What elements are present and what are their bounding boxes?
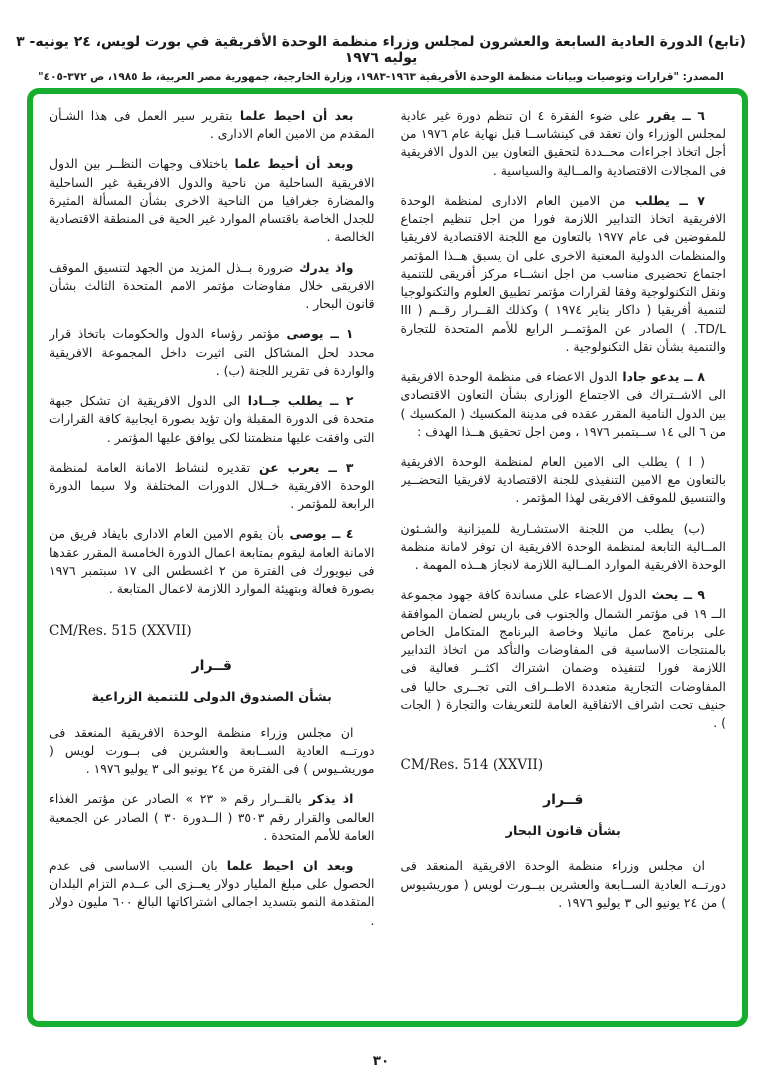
para-clause-3: ٣ ــ يعرب عن تقديره لنشاط الامانة العامة لمنظمة الوحدة الافريقية خــلال الدورات المختلفة ولا سيما الدورة الرابعة للمؤتمر .: [49, 459, 375, 512]
resolution-subject-law-of-sea: بشأن قانون البحار: [505, 823, 621, 839]
para-preamble-515: ان مجلس وزراء منظمة الوحدة الافريقية المنعقد فى دورتــه العادية الســابعة والعشرين فى بــورت لويس ( موريشـيوس ) فى الفترة من ٢٤ يونيو الى ٣ يوليو ١٩٧٦ .: [49, 724, 375, 777]
page-number: ٣٠: [372, 1053, 390, 1069]
header-source-line: المصدر: "قرارات وتوصيات وبيانات منظمة الوحدة الأفريقية ١٩٦٣-١٩٨٣، وزارة الخارجية، جمهورية مصر العربية، ط ١٩٨٥، ص ٣٧٢-٤٠٥": [38, 71, 724, 83]
para-noted-billion-shortfall: وبعد ان احيط علما بان السبب الاساسى فى عدم الحصول على مبلغ المليار دولار يعــزى الى عــدم التزام البلدان المتقدمة النمو بتسديد اجمالى اشتراكاتها البالغ ٦٠٠ مليون دولار .: [49, 858, 375, 928]
para-clause-6-lead: ٦ ــ يقرر: [640, 108, 705, 123]
para-clause-1: ١ ــ يوصى مؤتمر رؤساء الدول والحكومات باتخاذ قرار محدد لحل المشاكل التى اثيرت داخل المجموعة الافريقية والواردة فى تقرير اللجنة (ب) .: [49, 326, 375, 378]
resolution-heading-qarar-515: قــرار: [191, 658, 232, 675]
para-preamble-514: ان مجلس وزراء منظمة الوحدة الافريقية المنعقد فى دورتــه العادية الســابعة والعشرين ببــورت لويس ( موريشيوس ) من ٢٤ يونيو الى ٣ يوليو ١٩٧٦ .: [400, 858, 726, 910]
page-footer: [0, 1053, 762, 1069]
para-clause-8b: (ب) يطلب من اللجنة الاستشـارية للميزانية والشـئون المــالية التابعة لمنظمة الوحدة الافريقية ان توفر لامانة منظمة الوحدة الافريقية الموارد المــالية اللازمة لانجاز هــذه المهمة .: [400, 520, 726, 573]
para-clause-1-lead: ١ ــ يوصى: [279, 326, 354, 342]
para-clause-8-lead: ٨ ــ يدعو جادا: [617, 369, 705, 385]
para-clause-4: ٤ ــ يوصى بأن يقوم الامين العام الادارى بايفاد فريق من الامانة العامة ليقوم بمتابعة اعمال الدورة الخامسة المقرر عقدها فى نيويورك فى الفترة من ٢ اغسطس الى ١٧ سبتمبر ١٩٧٦ بصورة فعالة وبتهيئة الموارد اللازمة لاعمال المتابعة .: [49, 526, 375, 597]
para-noted-differences-lead: وبعد أن أحيط علما: [227, 156, 354, 172]
para-clause-8a: ( ا ) يطلب الى الامين العام لمنظمة الوحدة الافريقية بالتعاون مع الامين التنفيذى للجنة الاقتصادية لافريقيا التحضــير والتنسيق للموقف الافريقى لهذا المؤتمر .: [400, 453, 726, 506]
para-noted-differences: وبعد أن أحيط علما باختلاف وجهات النظــر بين الدول الافريقية الساحلية من ناحية والدول الافريقية غير الساحلية والمضارة جغرافيا من الناحية الاخرى بشأن المسألة المثيرة للجدل الخاصة باقتسام الموارد غير الحية فى المنطقة الاقتصادية الخالصة .: [49, 156, 375, 245]
para-clause-3-lead: ٣ ــ يعرب عن: [250, 459, 354, 475]
para-clause-7-lead: ٧ ــ يطلب: [625, 192, 705, 208]
para-clause-8: ٨ ــ يدعو جادا الدول الاعضاء فى منظمة الوحدة الافريقية الى الاشــتراك فى الاجتماع الوزارى بشأن التعاون الاقتصادى بين الدول النامية المقرر عقده فى مدينة المكسيك ( المكسيك ) من ٦ الى ١٤ ســبتمبر ١٩٧٦ ، ومن اجل تحقيق هــذا الهدف :: [400, 369, 726, 439]
para-noted-progress-report-lead: بعد أن احيط علما: [232, 108, 354, 123]
para-noted-progress-report: بعد أن احيط علما بتقرير سير العمل فى هذا الشـأن المقدم من الامين العام الادارى .: [49, 108, 375, 142]
para-clause-9-lead: ٩ ــ يحث: [646, 587, 705, 603]
para-clause-4-lead: ٤ ــ يوصى: [283, 526, 354, 542]
column-right: [401, 107, 727, 1011]
resolution-subject-ifad: بشأن الصندوق الدولى للتنمية الزراعية: [91, 689, 332, 705]
para-recalling-resolutions: اذ يذكر بالقــرار رقم « ٢٣ » الصادر عن مؤتمر الغذاء العالمى والقرار رقم ٣٥٠٣ ( الــدورة ٣٠ ) الصادر عن الجمعية العامة للأمم المتحدة .: [49, 791, 375, 843]
para-clause-7: ٧ ــ يطلب من الامين العام الادارى لمنظمة الوحدة الافريقية اتخاذ التدابير اللازمة فورا من اجل تنظيم اجتماع للمفوضين فى عام ١٩٧٧ بالتعاون مع اللجنة الاقتصادية لافريقيا والمنظمات الدولية المعنية الاخرى على ان يسبق هــذا المؤتمر اجتماع تحضيرى مناسب من اجل انشــاء مركز أفريقى للتنمية ونقل التكنولوجية وفقا لقرارات مؤتمر تطبيق العلوم والتكنولوجيا لتنمية أفريقيا ( داكار يناير ١٩٧٤ ) وكذلك القــرار رقــم ( III TD/L. ) الصادر عن المؤتمــر الرابع للأمم المتحدة للتجارة والتنمية بشأن نقل التكنولوجية .: [400, 192, 726, 354]
para-clause-9: ٩ ــ يحث الدول الاعضاء على مساندة كافة جهود مجموعة الــ ١٩ فى مؤتمر الشمال والجنوب فى باريس لضمان الموافقة على برنامج عمل مانيلا وخاصة البرنامج المتكامل الخاص بالمنتجات الاساسية فى المفاوضات والتأكد من اتخاذ التدابير اللازمة فورا لتنفيذه وضمان اشتراك اكثــر فعالية فى المفاوضات التجارية متعددة الاطــراف التى تجــرى حاليا فى جنيف تحت اشراف الاتفاقية العامة للتعريفات والتجارة ( الجات ) .: [400, 587, 726, 731]
resolution-heading-qarar-514: قــرار: [543, 792, 584, 809]
para-clause-6: ٦ ــ يقرر على ضوء الفقرة ٤ ان تنظم دورة غير عادية لمجلس الوزراء وان تعقد فى كينشاســا قبل نهاية عام ١٩٧٦ من أجل اتخاذ اجراءات محــددة لتحقيق التعاون بين الدول الافريقية فى المجالات الاقتصادية والمــالية والسياسية .: [400, 108, 726, 178]
para-recalling-resolutions-lead: اذ يذكر: [301, 791, 354, 807]
page-header: [10, 34, 752, 83]
resolution-ref-cm-res-515: CM/Res. 515 (XXVII): [49, 623, 192, 640]
para-aware-effort: واذ يدرك ضرورة بــذل المزيد من الجهد لتنسيق الموقف الافريقى خلال مفاوضات مؤتمر الامم المتحدة الثالث بشأن قانون البحار .: [49, 259, 375, 312]
column-left: [49, 107, 375, 1011]
header-session-title: (تابع) الدورة العادية السابعة والعشرون لمجلس وزراء منظمة الوحدة الأفريقية في بورت لويس، ٢٤ يونيه- ٣ يوليه ١٩٧٦: [16, 34, 746, 66]
para-aware-effort-lead: واذ يدرك: [293, 259, 354, 275]
para-clause-2-lead: ٢ ــ يطلب جــادا: [240, 393, 354, 409]
content-border-box: [27, 88, 748, 1027]
resolution-ref-cm-res-514: CM/Res. 514 (XXVII): [400, 757, 544, 774]
para-clause-2: ٢ ــ يطلب جــادا الى الدول الافريقية ان تشكل جبهة متحدة فى الدورة المقبلة وان تؤيد بصورة ايجابية كافة القرارات التى وافقت عليها منظمتنا لكى يوافق عليها المؤتمر .: [49, 393, 375, 445]
para-noted-billion-shortfall-lead: وبعد ان احيط علما: [217, 858, 354, 874]
